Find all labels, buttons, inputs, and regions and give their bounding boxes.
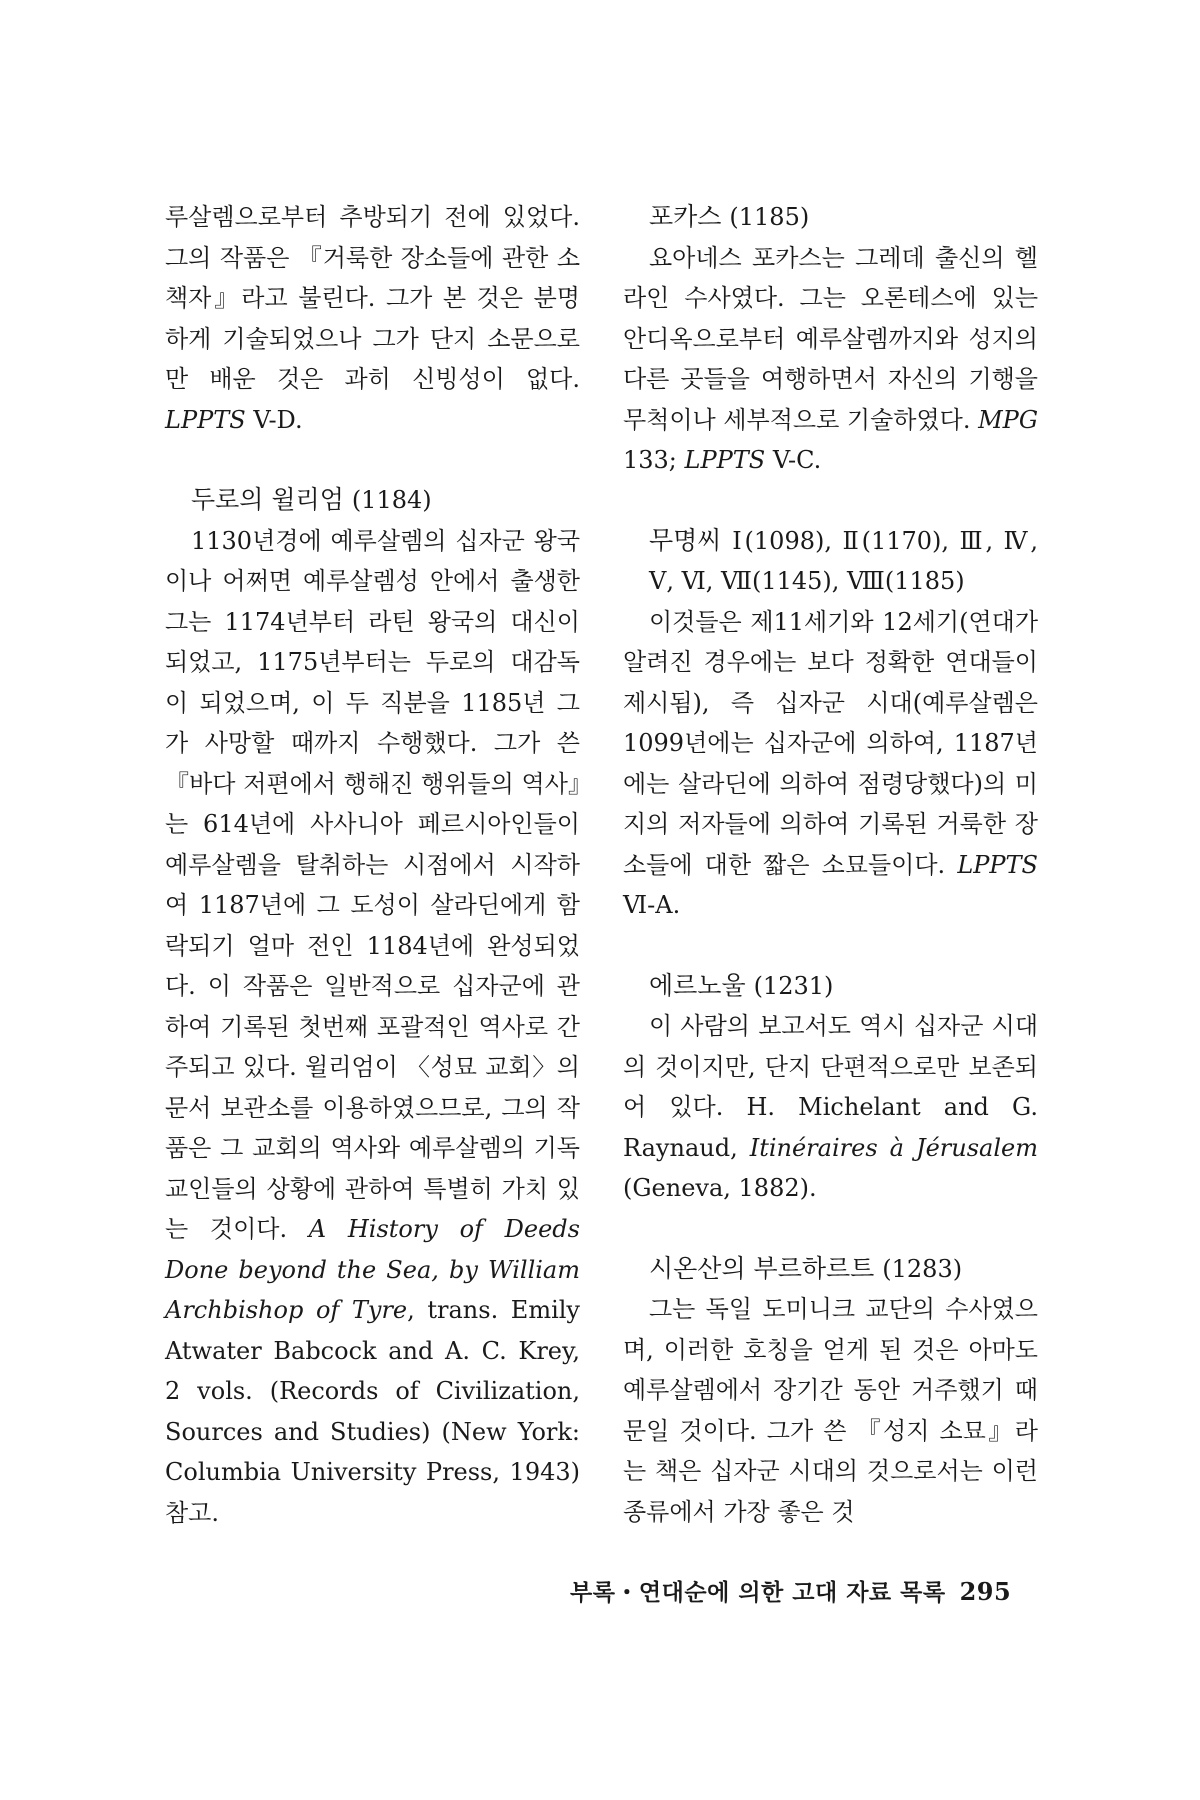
citation: LPPTS bbox=[684, 446, 766, 474]
section-paragraph bbox=[623, 238, 1038, 481]
page-footer bbox=[570, 1574, 1010, 1607]
heading-name: 시온산의 부르하르트 bbox=[649, 1253, 875, 1283]
running-title: 부록・연대순에 의한 고대 자료 목록 bbox=[570, 1579, 946, 1606]
section-paragraph bbox=[623, 1006, 1038, 1209]
page-number: 295 bbox=[959, 1577, 1012, 1606]
section-paragraph bbox=[623, 602, 1038, 926]
citation-tail: V-C. bbox=[765, 446, 822, 474]
continued-paragraph bbox=[165, 197, 580, 440]
heading-year: (1231) bbox=[753, 971, 834, 1000]
heading-year: (1185) bbox=[729, 203, 810, 231]
paragraph-text: 요아네스 포카스는 그레데 출신의 헬라인 수사였다. 그는 오론테스에 있는 안디옥으로부터 예루살렘까지와 성지의 다른 곳들을 여행하면서 자신의 기행을 무척이나 세부적으로 기술하였다. bbox=[623, 243, 1038, 434]
heading-year: Ⅰ(1098), Ⅱ(1170), Ⅲ, Ⅳ, Ⅴ, Ⅵ, Ⅶ(1145), Ⅷ(1185) bbox=[649, 526, 1038, 595]
citation-tail: V-D. bbox=[245, 405, 303, 434]
citation-tail: (Geneva, 1882). bbox=[623, 1174, 817, 1202]
section-heading-anonymous bbox=[623, 521, 1038, 602]
heading-name: 무명씨 bbox=[649, 525, 722, 555]
heading-year: (1283) bbox=[882, 1254, 963, 1283]
section-heading-burchard bbox=[623, 1249, 1038, 1290]
section-heading-ernoul bbox=[623, 966, 1038, 1007]
section-paragraph bbox=[165, 521, 580, 1534]
citation-mid: 133; bbox=[623, 446, 685, 474]
section-paragraph bbox=[623, 1289, 1038, 1532]
heading-year: (1184) bbox=[351, 486, 432, 514]
section-gap bbox=[623, 926, 1038, 966]
paragraph-text: 루살렘으로부터 추방되기 전에 있었다. 그의 작품은 『거룩한 장소들에 관한 소책자』라고 불린다. 그가 본 것은 분명하게 기술되었으나 그가 단지 소문으로만 배운 것은 과히 신빙성이 없다. bbox=[165, 203, 580, 393]
citation: LPPTS bbox=[957, 850, 1038, 879]
left-column bbox=[165, 197, 580, 1533]
section-gap bbox=[623, 1209, 1038, 1249]
paragraph-text: 이 사람의 보고서도 역시 십자군 시대의 것이지만, 단지 단편적으로만 보존되어 있다. H. Michelant and G. Raynaud, bbox=[623, 1012, 1038, 1162]
citation: A History of Deeds Done beyond the Sea, by William Archbishop of Tyre bbox=[165, 1215, 580, 1324]
citation: Itinéraires à Jérusalem bbox=[749, 1133, 1038, 1162]
section-gap bbox=[623, 481, 1038, 521]
paragraph-text: 1130년경에 예루살렘의 십자군 왕국이나 어쩌면 예루살렘성 안에서 출생한 그는 1174년부터 라틴 왕국의 대신이 되었고, 1175년부터는 두로의 대감독이 되었으며, 이 두 직분을 1185년 그가 사망할 때까지 수행했다. 그가 쓴 『바다 저편에서 행해진 행위들의 역사』는 614년에 사사니아 페르시아인들이 예루살렘을 탈취하는 시점에서 시작하여 1187년에 그 도성이 살라딘에게 함락되기 얼마 전인 1184년에 완성되었다. 이 작품은 일반적으로 십자군에 관하여 기록된 첫번째 포괄적인 역사로 간주되고 있다. 윌리엄이 〈성묘 교회〉의 문서 보관소를 이용하였으므로, 그의 작품은 그 교회의 역사와 예루살렘의 기독교인들의 상황에 관하여 특별히 가치 있는 것이다. bbox=[165, 526, 580, 1243]
citation: LPPTS bbox=[165, 405, 246, 434]
section-heading-phocas bbox=[623, 197, 1038, 238]
citation: MPG bbox=[978, 405, 1039, 434]
section-heading-william-of-tyre bbox=[165, 480, 580, 521]
citation-tail: Ⅵ-A. bbox=[623, 891, 681, 919]
section-gap bbox=[165, 440, 580, 480]
paragraph-text: 그는 독일 도미니크 교단의 수사였으며, 이러한 호칭을 얻게 된 것은 아마도 예루살렘에서 장기간 동안 거주했기 때문일 것이다. 그가 쓴 『성지 소묘』라는 책은 십자군 시대의 것으로서는 이런 종류에서 가장 좋은 것 bbox=[623, 1295, 1038, 1526]
citation-tail: , trans. Emily Atwater Babcock and A. C. Krey, 2 vols. (Records of Civilization, Sources and Studies) (New York: Columbia University Press, 1943) 참고. bbox=[165, 1296, 580, 1527]
heading-name: 포카스 bbox=[649, 202, 722, 231]
right-column bbox=[623, 197, 1038, 1532]
heading-name: 에르노울 bbox=[649, 970, 746, 1000]
heading-name: 두로의 윌리엄 bbox=[191, 485, 344, 514]
paragraph-text: 이것들은 제11세기와 12세기(연대가 알려진 경우에는 보다 정확한 연대들이 제시됨), 즉 십자군 시대(예루살렘은 1099년에는 십자군에 의하여, 1187년에는 살라딘에 의하여 점령당했다)의 미지의 저자들에 의하여 기록된 거룩한 장소들에 대한 짧은 소묘들이다. bbox=[623, 607, 1038, 879]
